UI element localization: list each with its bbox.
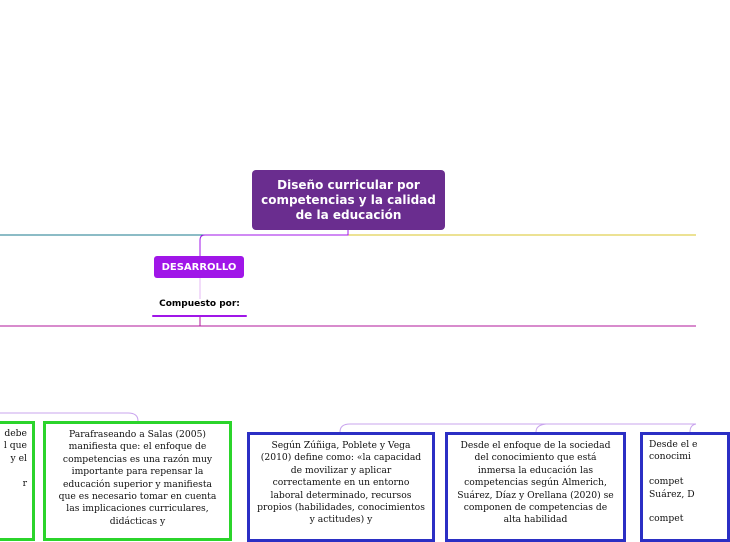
connector-root-left bbox=[0, 230, 348, 235]
left-partial-node[interactable] bbox=[0, 421, 35, 541]
composed-by-node[interactable] bbox=[152, 299, 247, 309]
connector-to-almerich bbox=[536, 424, 546, 432]
salas-text: Parafraseando a Salas (2005) manifiesta que: el enfoque de competencias es una razón muy importante para repensar la educación superior y manifiesta que es necesario tomar en cuenta las implicaciones curriculares, didácticas y bbox=[58, 429, 217, 527]
almerich-node[interactable] bbox=[445, 432, 626, 542]
salas-node[interactable] bbox=[43, 421, 232, 541]
zuniga-text: Según Zúñiga, Poblete y Vega (2010) define como: «la capacidad de movilizar y aplicar correctamente en un entorno laboral determinado, recursos propios (habilidades, conocimientos y actitudes) y bbox=[257, 440, 425, 526]
zuniga-node[interactable] bbox=[247, 432, 435, 542]
central-topic-title: Diseño curricular por competencias y la calidad de la educación bbox=[261, 177, 436, 222]
connector-root-right bbox=[348, 230, 696, 235]
composed-by-label: Compuesto por: bbox=[159, 299, 240, 309]
left-partial-text: debe l que y el r bbox=[3, 428, 27, 489]
central-topic-node[interactable] bbox=[252, 170, 445, 230]
composed-by-underline bbox=[152, 315, 247, 317]
right-partial-node[interactable] bbox=[640, 432, 730, 542]
right-partial-text: Desde el e conocimi compet Suárez, D compet bbox=[649, 439, 698, 525]
development-node[interactable] bbox=[154, 256, 244, 278]
almerich-text: Desde el enfoque de la sociedad del conocimiento que está inmersa la educación las competencias según Almerich, Suárez, Díaz y Orellana (2020) se componen de competencias de alta habilidad bbox=[457, 440, 614, 526]
connector-to-zuniga bbox=[340, 424, 696, 432]
connector-to-salas bbox=[0, 413, 138, 421]
development-label: DESARROLLO bbox=[161, 261, 237, 273]
connector-root-development bbox=[200, 230, 348, 256]
connector-to-right bbox=[690, 424, 696, 432]
